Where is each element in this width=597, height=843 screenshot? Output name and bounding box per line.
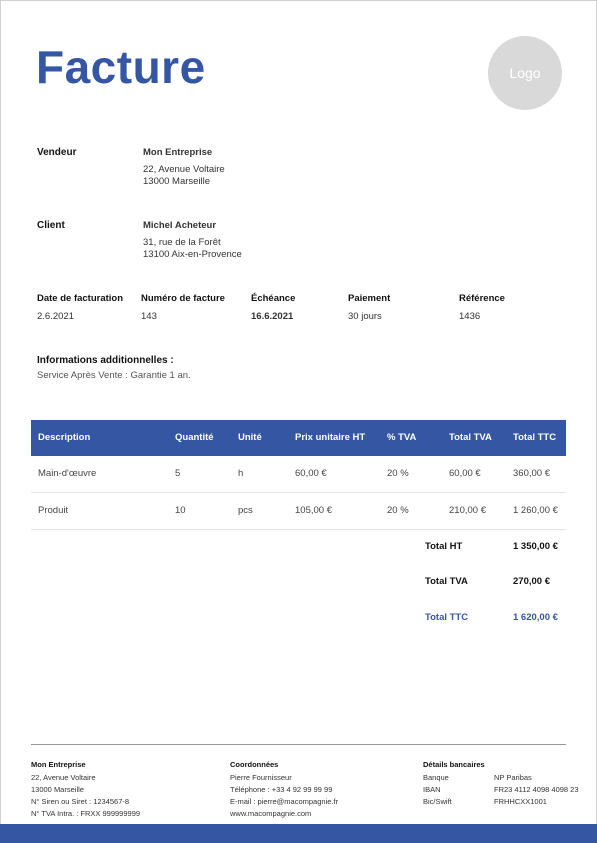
cell-vat-rate: 20 % — [387, 505, 409, 516]
footer-contact-line: Téléphone : +33 4 92 99 99 99 — [230, 785, 333, 794]
vendor-address-line2: 13000 Marseille — [143, 176, 211, 187]
invoice-date-label: Date de facturation — [37, 293, 124, 304]
footer-company-line: 22, Avenue Voltaire — [31, 773, 96, 782]
invoice-date-value: 2.6.2021 — [37, 311, 74, 322]
col-quantity: Quantité — [175, 432, 214, 443]
col-total-ttc: Total TTC — [513, 432, 557, 443]
client-address-line1: 31, rue de la Forêt — [143, 237, 221, 248]
col-vat-total: Total TVA — [449, 432, 492, 443]
invoice-number-value: 143 — [141, 311, 157, 322]
cell-unit: pcs — [238, 505, 253, 516]
cell-vat-total: 210,00 € — [449, 505, 486, 516]
footer-bank-label: Banque — [423, 773, 449, 782]
col-vat-rate: % TVA — [387, 432, 417, 443]
reference-label: Référence — [459, 293, 505, 304]
cell-unit-price: 105,00 € — [295, 505, 332, 516]
vendor-label: Vendeur — [37, 147, 77, 158]
cell-quantity: 5 — [175, 468, 181, 479]
cell-unit: h — [238, 468, 244, 479]
footer-bank-value: FR23 4112 4098 4098 23 — [494, 785, 579, 794]
footer-bank-label: Bic/Swift — [423, 797, 452, 806]
additional-info-label: Informations additionnelles : — [37, 355, 174, 366]
total-ttc-label: Total TTC — [425, 612, 469, 623]
payment-label: Paiement — [348, 293, 391, 304]
footer-contact-website[interactable]: www.macompagnie.com — [230, 809, 312, 818]
due-date-label: Échéance — [251, 293, 296, 304]
payment-value: 30 jours — [348, 311, 382, 322]
col-description: Description — [38, 432, 91, 443]
footer-company-line: N° Siren ou Siret : 1234567-8 — [31, 797, 130, 806]
bottom-accent-bar — [0, 824, 597, 843]
footer-company-line: 13000 Marseille — [31, 785, 84, 794]
col-unit: Unité — [238, 432, 262, 443]
footer-bank-value: NP Paribas — [494, 773, 532, 782]
footer-company-title: Mon Entreprise — [31, 760, 86, 769]
table-row — [31, 493, 566, 530]
client-label: Client — [37, 220, 65, 231]
footer-contact-title: Coordonnées — [230, 760, 279, 769]
invoice-number-label: Numéro de facture — [141, 293, 225, 304]
reference-value: 1436 — [459, 311, 481, 322]
cell-vat-total: 60,00 € — [449, 468, 481, 479]
vendor-address-line1: 22, Avenue Voltaire — [143, 164, 225, 175]
footer-contact-line: Pierre Fournisseur — [230, 773, 292, 782]
total-tva-label: Total TVA — [425, 576, 468, 587]
vendor-name: Mon Entreprise — [143, 147, 213, 158]
cell-total-ttc: 1 260,00 € — [513, 505, 558, 516]
table-row — [31, 456, 566, 493]
footer-contact-email[interactable]: E-mail : pierre@macompagnie.fr — [230, 797, 339, 806]
additional-info-text: Service Après Vente : Garantie 1 an. — [37, 370, 191, 381]
client-address-line2: 13100 Aix-en-Provence — [143, 249, 242, 260]
footer-bank-value: FRHHCXX1001 — [494, 797, 547, 806]
table-header — [31, 420, 566, 456]
total-ttc-value: 1 620,00 € — [513, 612, 558, 623]
logo-text: Logo — [509, 65, 541, 81]
footer-bank-label: IBAN — [423, 785, 441, 794]
col-unit-price: Prix unitaire HT — [295, 432, 366, 443]
client-name: Michel Acheteur — [143, 220, 217, 231]
cell-unit-price: 60,00 € — [295, 468, 327, 479]
footer-divider — [31, 744, 566, 745]
footer-bank-title: Détails bancaires — [423, 760, 485, 769]
total-ht-label: Total HT — [425, 541, 463, 552]
total-tva-value: 270,00 € — [513, 576, 550, 587]
invoice-title: Facture — [36, 41, 206, 93]
total-ht-value: 1 350,00 € — [513, 541, 558, 552]
cell-quantity: 10 — [175, 505, 186, 516]
cell-vat-rate: 20 % — [387, 468, 409, 479]
due-date-value: 16.6.2021 — [251, 311, 294, 322]
logo-placeholder — [488, 36, 562, 110]
cell-total-ttc: 360,00 € — [513, 468, 550, 479]
invoice-table — [31, 420, 566, 530]
cell-description: Main-d'œuvre — [38, 468, 97, 479]
cell-description: Produit — [38, 505, 69, 516]
footer-company-line: N° TVA Intra. : FRXX 999999999 — [31, 809, 141, 818]
